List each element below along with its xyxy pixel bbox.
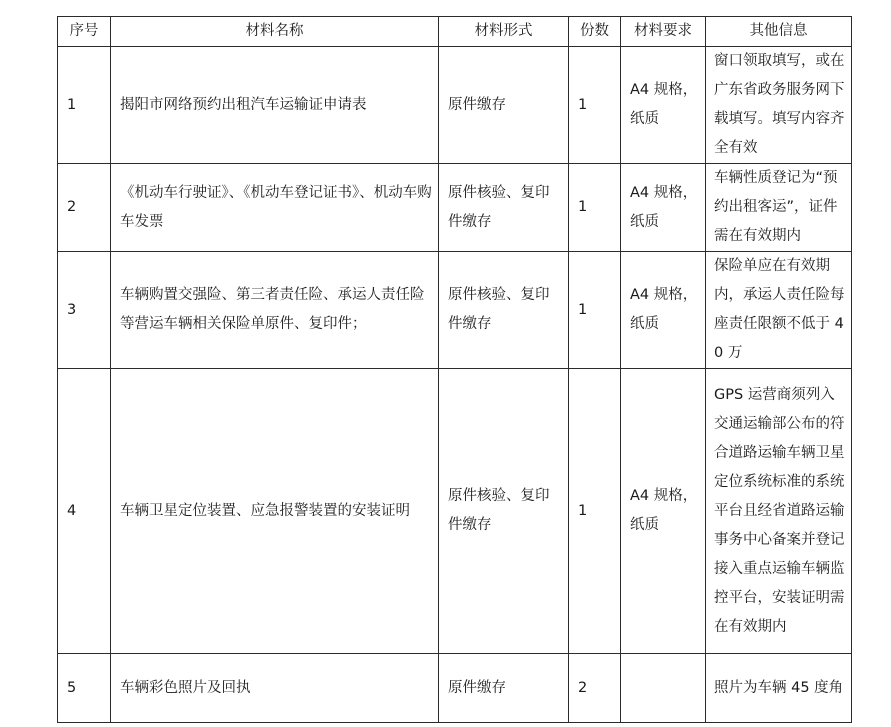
cell-requirement: A4 规格，纸质 [621,369,706,654]
header-other: 其他信息 [706,17,852,47]
cell-no: 5 [58,654,111,723]
cell-name: 车辆购置交强险、第三者责任险、承运人责任险等营运车辆相关保险单原件、复印件； [111,252,439,369]
cell-form: 原件核验、复印件缴存 [439,252,569,369]
cell-copies: 2 [569,654,621,723]
cell-form: 原件核验、复印件缴存 [439,164,569,252]
cell-other: GPS 运营商须列入交通运输部公布的符合道路运输车辆卫星定位系统标准的系统平台且经省道路运输事务中心备案并登记接入重点运输车辆监控平台，安装证明需在有效期内 [706,369,852,654]
cell-form: 原件缴存 [439,654,569,723]
cell-no: 2 [58,164,111,252]
table-row [58,164,852,252]
cell-copies: 1 [569,164,621,252]
header-name: 材料名称 [111,17,439,47]
cell-requirement [621,654,706,723]
header-no: 序号 [58,17,111,47]
cell-copies: 1 [569,47,621,164]
cell-copies: 1 [569,369,621,654]
cell-no: 1 [58,47,111,164]
cell-requirement: A4 规格，纸质 [621,47,706,164]
cell-other: 窗口领取填写，或在广东省政务服务网下载填写。填写内容齐全有效 [706,47,852,164]
cell-form: 原件缴存 [439,47,569,164]
cell-other: 保险单应在有效期内，承运人责任险每座责任限额不低于 40 万 [706,252,852,369]
header-form: 材料形式 [439,17,569,47]
table-row [58,654,852,723]
cell-requirement: A4 规格，纸质 [621,252,706,369]
header-row [58,17,852,47]
cell-name: 车辆彩色照片及回执 [111,654,439,723]
table-row [58,369,852,654]
cell-name: 《机动车行驶证》、《机动车登记证书》、机动车购车发票 [111,164,439,252]
cell-no: 3 [58,252,111,369]
cell-no: 4 [58,369,111,654]
materials-table [57,16,852,723]
table-row [58,252,852,369]
cell-other: 车辆性质登记为“预约出租客运”，证件需在有效期内 [706,164,852,252]
cell-copies: 1 [569,252,621,369]
cell-name: 揭阳市网络预约出租汽车运输证申请表 [111,47,439,164]
cell-requirement: A4 规格，纸质 [621,164,706,252]
header-requirement: 材料要求 [621,17,706,47]
cell-name: 车辆卫星定位装置、应急报警装置的安装证明 [111,369,439,654]
table-row [58,47,852,164]
cell-form: 原件核验、复印件缴存 [439,369,569,654]
cell-other: 照片为车辆 45 度角 [706,654,852,723]
header-copies: 份数 [569,17,621,47]
